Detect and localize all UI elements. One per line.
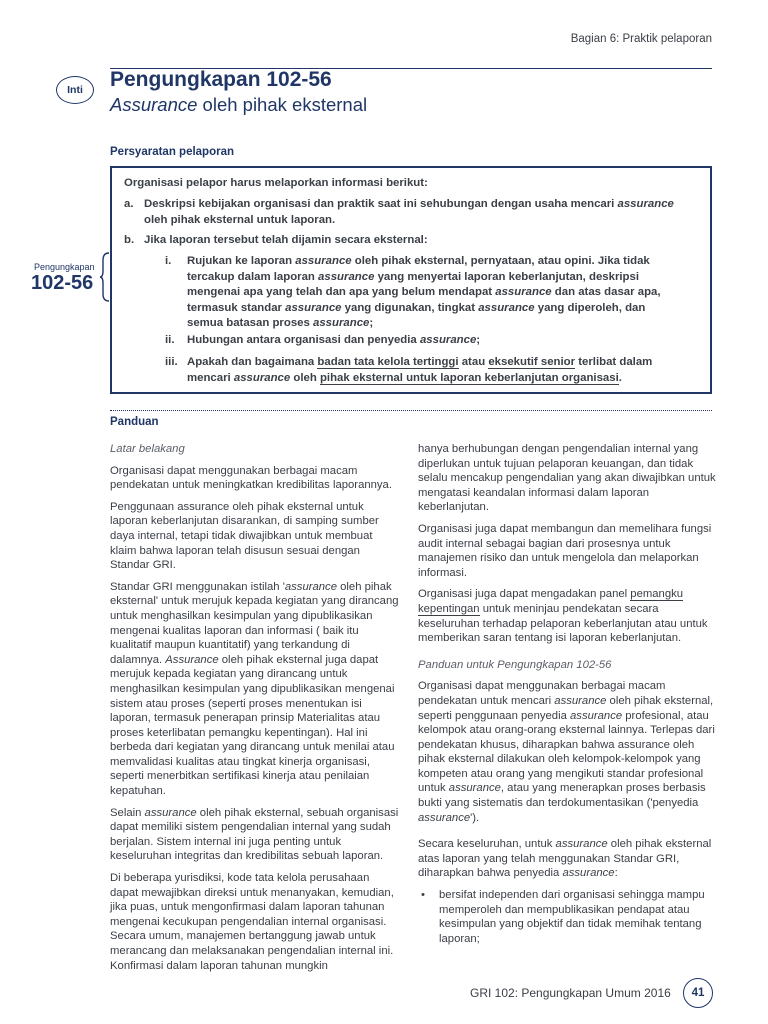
list-item: • bersifat independen dari organisasi sehingga mampu memperoleh dan mempublikasikan pendapat atau kesimpulan yang objektif dan tidak memihak tentang laporan;: [418, 888, 716, 946]
requirement-b-text: Jika laporan tersebut telah dijamin secara eksternal:: [144, 234, 428, 246]
guidance-paragraph: hanya berhubungan dengan pengendalian internal yang diperlukan untuk tujuan pelaporan keuangan, dan tidak selalu mencakup pengendalian yang akan diwajibkan untuk mengatasi keandalan informasi dalam laporan keberlanjutan.: [418, 443, 716, 514]
glossary-link-stakeholder[interactable]: pemangku kepentingan: [418, 588, 684, 615]
side-disclosure-number: 102-56: [31, 272, 94, 294]
glossary-link-senior-executive[interactable]: eksekutif senior: [488, 356, 576, 368]
guidance-paragraph: Secara keseluruhan, untuk assurance oleh pihak eksternal atas laporan yang telah menggunakan Standar GRI, diharapkan bahwa penyedia assurance:: [418, 838, 712, 880]
requirement-b-ii-text: Hubungan antara organisasi dan penyedia assurance;: [187, 334, 481, 346]
guidance-paragraph: Organisasi juga dapat membangun dan memelihara fungsi audit internal sebagai bagian dari prosesnya untuk manajemen risiko dan untuk mengelola dan melaporkan informasi.: [418, 522, 712, 579]
brace-icon: [99, 252, 111, 302]
guidance-divider: [110, 410, 712, 411]
guidance-paragraph: Di beberapa yurisdiksi, kode tata kelola perusahaan dapat mewajibkan direksi untuk menanyakan, kemudian, jika puas, untuk mengonfirmasi dalam laporan tahunan mengenai kecukupan pengendalian internal organisasi. Secara umum, manajemen bertanggung jawab untuk merancang dan melaksanakan pengendalian internal ini. Konfirmasi dalam laporan tahunan mungkin: [110, 872, 394, 972]
requirement-b-ii-marker: ii.: [165, 334, 175, 346]
subtitle-italic: Assurance: [110, 94, 198, 115]
requirement-a-text: Deskripsi kebijakan organisasi dan praktik saat ini sehubungan dengan usaha mencari assurance oleh pihak eksternal untuk laporan.: [144, 198, 674, 226]
disclosure-title: Pengungkapan 102-56: [110, 68, 332, 91]
requirement-a-marker: a.: [124, 198, 134, 210]
requirement-b-iii-marker: iii.: [165, 356, 178, 368]
requirement-b-marker: b.: [124, 234, 135, 246]
footer-standard-name: GRI 102: Pengungkapan Umum 2016: [470, 986, 671, 1000]
guidance-paragraph: Organisasi juga dapat mengadakan panel pemangku kepentingan untuk meninjau pendekatan secara keseluruhan terhadap pelaporan keberlanjutan atau untuk memberikan saran tentang isi laporan keberlanjutan.: [418, 588, 708, 645]
guidance-paragraph: Selain assurance oleh pihak eksternal, sebuah organisasi dapat memiliki sistem pengendalian internal yang sudah berjalan. Sistem internal ini juga penting untuk keseluruhan integritas dan kredibilitas sebuah laporan.: [110, 806, 399, 863]
side-disclosure-label: Pengungkapan: [34, 262, 95, 272]
requirements-heading: Persyaratan pelaporan: [110, 146, 235, 158]
guidance-paragraph: Organisasi dapat menggunakan berbagai macam pendekatan untuk mencari assurance oleh pihak eksternal, seperti penggunaan penyedia assurance profesional, atau kelompok atau orang-orang eksternal lainnya. Terlepas dari pendekatan khusus, diharapkan bahwa assurance oleh pihak eksternal dilakukan oleh kelompok-kelompok yang kompeten atau orang yang mengikuti standar profesional untuk assurance, atau yang menerapkan proses berbasis bukti yang sistematis dan terdokumentasikan ('penyedia assurance').: [418, 680, 715, 824]
guidance-right-column: [418, 442, 716, 953]
requirement-b-iii-text: Apakah dan bagaimana badan tata kelola tertinggi atau eksekutif senior terlibat dalam mencari assurance oleh pihak eksternal untuk laporan keberlanjutan organisasi.: [187, 356, 653, 384]
section-label: Bagian 6: Praktik pelaporan: [570, 33, 712, 45]
page-number: 41: [683, 978, 713, 1008]
disclosure-guidance-subheading: Panduan untuk Pengungkapan 102-56: [418, 658, 612, 671]
core-badge: Inti: [56, 76, 94, 104]
requirements-intro: Organisasi pelapor harus melaporkan informasi berikut:: [124, 177, 428, 189]
requirement-b-i-text: Rujukan ke laporan assurance oleh pihak eksternal, pernyataan, atau opini. Jika tidak tercakup dalam laporan assurance yang menyertai laporan keberlanjutan, deskripsi mengenai apa yang telah dan apa yang belum mendapat assurance dan atas dasar apa, termasuk standar assurance yang digunakan, tingkat assurance yang diperoleh, dan semua batasan proses assurance;: [187, 255, 661, 329]
guidance-paragraph: Standar GRI menggunakan istilah 'assurance oleh pihak eksternal' untuk merujuk kepada kegiatan yang dirancang untuk menghasilkan kesimpulan yang dipublikasikan mengenai kualitas laporan dan informasi ( baik itu kualitatif maupun kuantitatif) yang terkandung di dalamnya. Assurance oleh pihak eksternal juga dapat merujuk kepada kegiatan yang dirancang untuk menghasilkan kesimpulan yang dipublikasikan mengenai sistem atau proses (seperti proses menentukan isi laporan, termasuk penerapan prinsip Materialitas atau proses keterlibatan pemangku kepentingan). Hal ini berbeda dari kegiatan yang dirancang untuk menilai atau memvalidasi kualitas atau tingkat kinerja organisasi, seperti menerbitkan sertifikasi kinerja atau penilaian kepatuhan.: [110, 580, 399, 798]
guidance-left-column: [110, 442, 400, 980]
subtitle-rest: oleh pihak eksternal: [197, 94, 368, 115]
guidance-paragraph: Penggunaan assurance oleh pihak eksternal untuk laporan keberlanjutan disarankan, di samping sumber daya internal, tetapi tidak diwajibkan untuk membuat klaim bahwa laporan telah disusun sesuai dengan Standar GRI.: [110, 500, 379, 572]
glossary-link-external-assurance[interactable]: pihak eksternal untuk laporan keberlanjutan organisasi: [319, 371, 619, 384]
guidance-heading: Panduan: [110, 416, 159, 428]
requirement-b-i-marker: i.: [165, 255, 172, 267]
guidance-paragraph: Organisasi dapat menggunakan berbagai macam pendekatan untuk meningkatkan kredibilitas laporannya.: [110, 464, 392, 492]
disclosure-subtitle: [110, 94, 367, 116]
background-subheading: Latar belakang: [110, 443, 185, 455]
glossary-link-highest-governance-body[interactable]: badan tata kelola tertinggi: [317, 356, 459, 368]
